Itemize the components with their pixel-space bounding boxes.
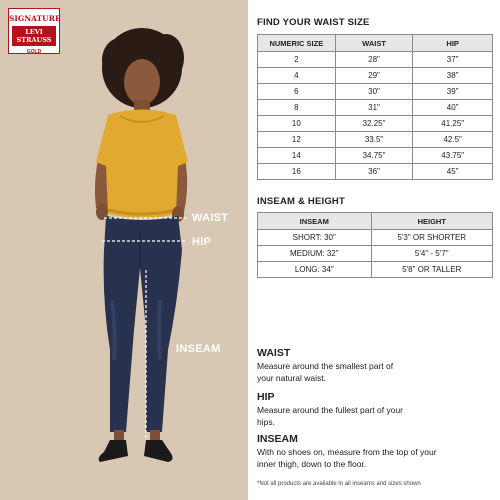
inseam-height-table [257,212,493,278]
table-cell: 28" [335,52,413,68]
column-header: NUMERIC SIZE [258,35,336,52]
table-row [258,100,493,116]
column-header: HIP [413,35,493,52]
table-cell: 39" [413,84,493,100]
column-header: INSEAM [258,213,372,230]
table-cell: 43.75" [413,148,493,164]
table-header-row [258,213,493,230]
logo-gold-text: GOLD [26,49,42,55]
table-cell: 12 [258,132,336,148]
table-row [258,230,493,246]
table-cell: 2 [258,52,336,68]
table-cell: 6 [258,84,336,100]
waist-description [257,347,493,384]
inseam-height-title: INSEAM & HEIGHT [257,196,345,207]
logo-signature-text: SIGNATURE [9,14,61,23]
table-cell: 45" [413,164,493,180]
table-cell: 14 [258,148,336,164]
table-cell: 31" [335,100,413,116]
availability-footnote: *Not all products are available in all inseams and sizes shown [257,481,421,487]
table-cell: 8 [258,100,336,116]
table-cell: 30" [335,84,413,100]
table-cell: SHORT: 30" [258,230,372,246]
table-cell: LONG: 34" [258,262,372,278]
table-cell: 5'8" OR TALLER [371,262,493,278]
table-row [258,148,493,164]
table-row [258,164,493,180]
description-title: INSEAM [257,433,298,445]
inseam-label: INSEAM [176,343,221,355]
table-cell: 37" [413,52,493,68]
table-row [258,262,493,278]
waist-size-title: FIND YOUR WAIST SIZE [257,17,370,28]
waist-size-table [257,34,493,180]
inseam-description [257,433,493,470]
table-cell: 5'4" - 5'7" [371,246,493,262]
table-row [258,52,493,68]
model-figure [0,0,248,500]
table-row [258,84,493,100]
table-cell: 42.5" [413,132,493,148]
waist-label: WAIST [192,212,229,224]
table-cell: 40" [413,100,493,116]
table-cell: 41.25" [413,116,493,132]
table-cell: MEDIUM: 32" [258,246,372,262]
levis-signature-logo [8,8,60,54]
description-text: Measure around the smallest part of your natural waist. [257,361,394,383]
table-row [258,116,493,132]
table-cell: 5'3" OR SHORTER [371,230,493,246]
logo-brand-text: LEVI STRAUSS [12,26,56,46]
table-cell: 34.75" [335,148,413,164]
table-cell: 29" [335,68,413,84]
table-cell: 38" [413,68,493,84]
hip-description [257,391,493,428]
table-row [258,68,493,84]
table-cell: 33.5" [335,132,413,148]
table-row [258,246,493,262]
table-header-row [258,35,493,52]
table-cell: 32.25" [335,116,413,132]
table-cell: 4 [258,68,336,84]
table-cell: 16 [258,164,336,180]
table-cell: 10 [258,116,336,132]
description-text: With no shoes on, measure from the top of your inner thigh, down to the floor. [257,447,437,469]
description-title: HIP [257,391,275,403]
model-photo [0,0,248,500]
column-header: HEIGHT [371,213,493,230]
table-row [258,132,493,148]
description-text: Measure around the fullest part of your hips. [257,405,403,427]
description-title: WAIST [257,347,291,359]
column-header: WAIST [335,35,413,52]
table-cell: 36" [335,164,413,180]
hip-label: HIP [192,236,212,248]
